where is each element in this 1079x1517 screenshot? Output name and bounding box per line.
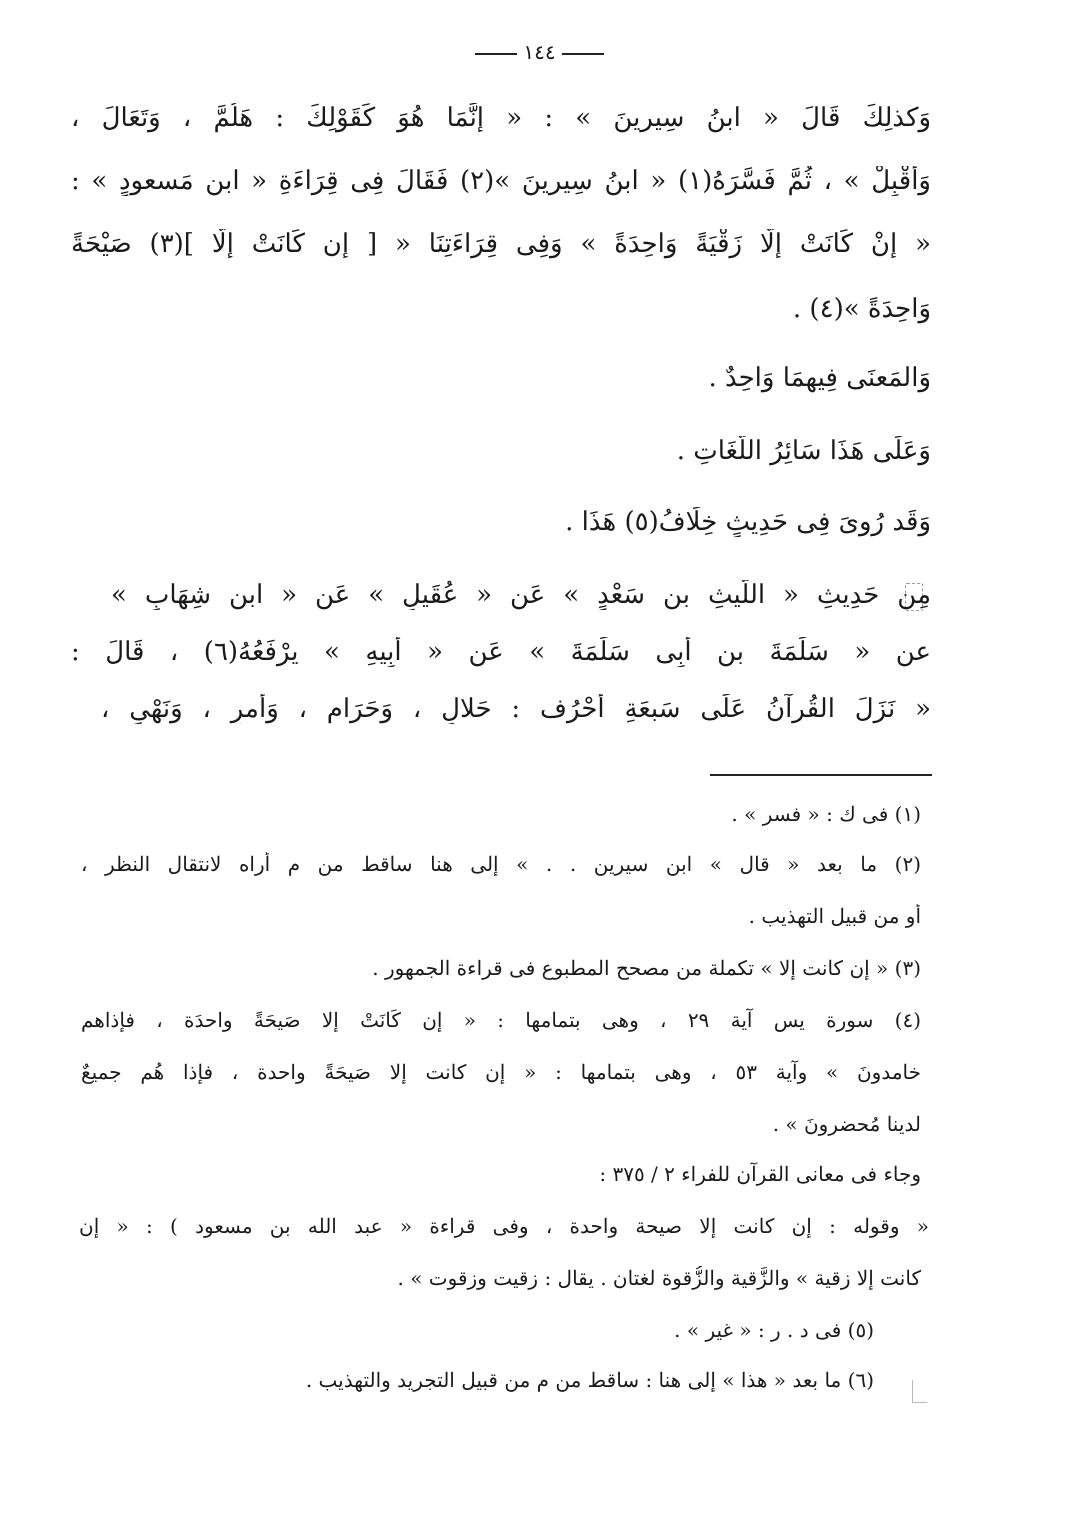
body-line: وَالمَعنَى فِيهِمَا وَاحِدٌ .: [708, 363, 931, 393]
footnote-separator: [710, 774, 932, 776]
body-line: وَعَلَى هَذَا سَائِرُ اللُّغَاتِ .: [676, 436, 931, 466]
footnote-line: (٤) سورة يس آية ٢٩ ، وهى بتمامها : « إن كَانَتْ إلا صَيحَةً واحدَة ، فإذاهم: [81, 1008, 921, 1032]
footnote-line: (٥) فى د . ر : « غير » .: [674, 1318, 874, 1342]
footnote-line: (٢) ما بعد « قال » ابن سيرين . . » إلى هنا ساقط من م أراه لانتقال النظر ،: [81, 852, 921, 876]
page-number: ١٤٤: [523, 40, 556, 64]
footnote-line: كانت إلا زقية » والزَّقية والزُّقوة لغتان . يقال : زقيت وزقوت » .: [397, 1266, 921, 1290]
body-line: وَأَقْبِلْ » ، ثُمَّ فَسَّرَهُ(١) « ابنُ سِيرِينَ »(٢) فَقَالَ فِى قِرَاءَةِ « ابنِ مَسعودٍ » :: [71, 166, 931, 196]
footnote-line: خامدونَ » وآية ٥٣ ، وهى بتمامها : « إن كانت إلا صَيحَةً واحدة ، فإذا هُم جميعٌ: [81, 1060, 921, 1084]
body-line: « إِنْ كَانَتْ إِلَّا زَقْيَةً وَاحِدَةً » وَفِى قِرَاءَتِنَا « [ إِن كَانَتْ إِلَّا ](٣) صَيْحَةً: [71, 229, 931, 259]
body-line: عن « سَلَمَةَ بنِ أَبِى سَلَمَةَ » عَن « أَبِيهِ » يرْفَعُهُ(٦) ، قَالَ :: [71, 637, 931, 667]
footnote-line: أو من قبيل التهذيب .: [748, 904, 921, 928]
body-line: وَاحِدَةً »(٤) .: [792, 294, 931, 324]
dash-left: [562, 53, 604, 55]
body-line: مِن حَدِيثِ « اللَّيثِ بنِ سَعْدٍ » عَن « عُقَيلٍ » عَن « ابنِ شِهَابٍ »: [111, 580, 931, 610]
footnote-line: « وقوله : إن كانت إلا صيحة واحدة ، وفى قراءة « عبد الله بن مسعود ) : « إن: [79, 1214, 929, 1238]
margin-scan-mark: [912, 1380, 927, 1403]
page-number-header: [0, 40, 1079, 64]
footnote-line: (١) فى ك : « فسر » .: [731, 802, 921, 826]
footnote-line: (٦) ما بعد « هذا » إلى هنا : ساقط من م من قبيل التجريد والتهذيب .: [305, 1368, 874, 1392]
footnote-line: (٣) « إن كانت إلا » تكملة من مصحح المطبوع فى قراءة الجمهور .: [372, 956, 921, 980]
footnote-line: لدينا مُحضرونَ » .: [772, 1112, 921, 1136]
body-line: وَقَد رُوِىَ فِى حَدِيثٍ خِلَافُ(٥) هَذَا .: [565, 507, 931, 537]
dash-right: [475, 53, 517, 55]
body-line: « نَزَلَ القُرآنُ عَلَى سَبعَةِ أَحْرُف : حَلالٍ ، وَحَرَامٍ ، وَأَمرٍ ، وَنَهْىٍ ،: [101, 694, 931, 724]
body-line: وَكذلِكَ قَالَ « ابنُ سِيرِينَ » : « إِنَّمَا هُوَ كَقَوْلِكَ : هَلُمَّ ، وَتَعَالَ ،: [71, 103, 931, 133]
footnote-line: وجاء فى معانى القرآن للفراء ٢ / ٣٧٥ :: [599, 1162, 921, 1186]
